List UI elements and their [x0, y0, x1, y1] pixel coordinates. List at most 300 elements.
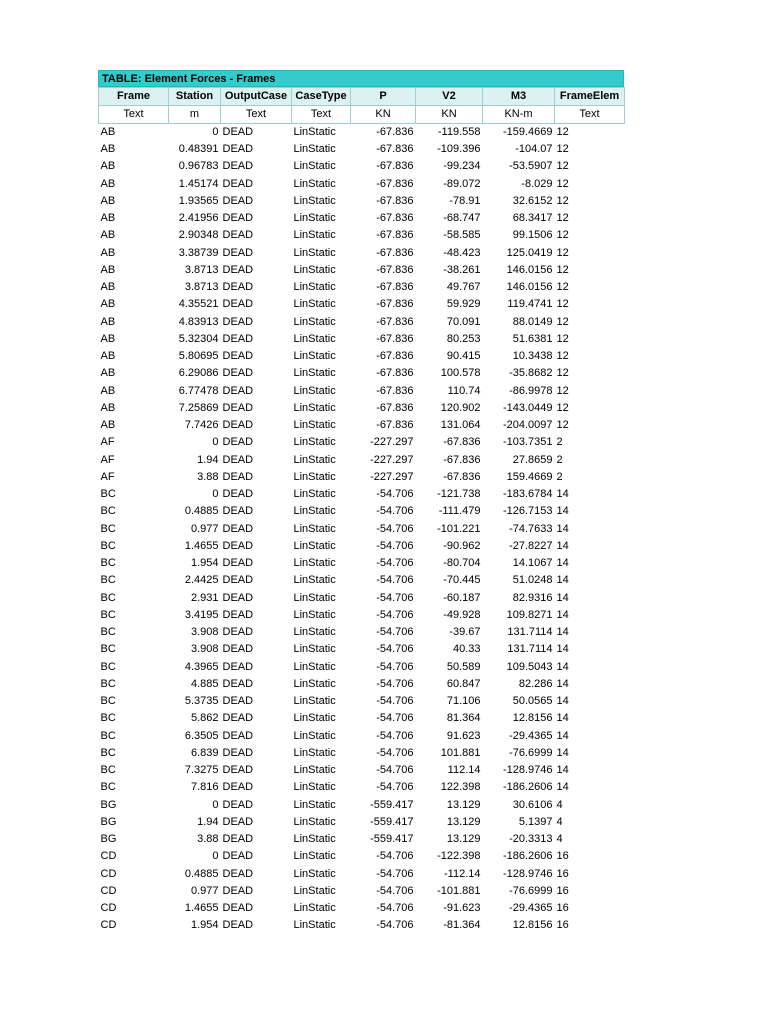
cell-casetype: LinStatic	[293, 626, 336, 639]
table-row	[99, 262, 625, 279]
cell-v2: 131.064	[440, 419, 481, 432]
cell-outputcase: DEAD	[222, 591, 254, 604]
table-row	[99, 659, 625, 676]
cell-casetype: LinStatic	[293, 453, 336, 466]
cell-outputcase: DEAD	[222, 574, 254, 587]
table-row	[99, 538, 625, 555]
cell-frameelem: 14	[556, 557, 569, 570]
cell-outputcase: DEAD	[222, 746, 254, 759]
cell-p: -54.706	[376, 660, 414, 673]
table-row	[99, 365, 625, 382]
cell-station: 7.3275	[184, 764, 219, 777]
cell-casetype: LinStatic	[293, 919, 336, 932]
cell-m3: 82.9316	[512, 591, 553, 604]
cell-p: -559.417	[370, 815, 414, 828]
cell-v2: -101.881	[437, 884, 481, 897]
cell-frame: BC	[100, 781, 116, 794]
unit-p: KN	[351, 106, 416, 124]
cell-v2: 13.129	[446, 833, 481, 846]
cell-v2: 100.578	[440, 367, 481, 380]
cell-casetype: LinStatic	[293, 539, 336, 552]
cell-p: -54.706	[376, 746, 414, 759]
cell-casetype: LinStatic	[293, 712, 336, 725]
cell-frame: BC	[100, 660, 116, 673]
table-row	[99, 314, 625, 331]
cell-v2: -67.836	[443, 470, 481, 483]
cell-frameelem: 16	[556, 884, 569, 897]
cell-station: 6.77478	[178, 384, 219, 397]
cell-m3: 10.3438	[512, 350, 553, 363]
table-title: TABLE: Element Forces - Frames	[98, 70, 624, 87]
cell-outputcase: DEAD	[222, 781, 254, 794]
cell-p: -54.706	[376, 729, 414, 742]
cell-frameelem: 16	[556, 919, 569, 932]
cell-v2: -111.479	[438, 505, 481, 518]
cell-v2: 112.14	[447, 764, 481, 777]
data-grid	[98, 87, 625, 935]
cell-frameelem: 12	[556, 281, 569, 294]
cell-frameelem: 12	[556, 332, 569, 345]
cell-m3: -128.9746	[502, 867, 553, 880]
cell-v2: -38.261	[443, 263, 481, 276]
cell-frame: BC	[100, 729, 116, 742]
cell-p: -54.706	[376, 695, 414, 708]
cell-m3: -35.8682	[509, 367, 553, 380]
cell-casetype: LinStatic	[293, 194, 336, 207]
cell-outputcase: DEAD	[222, 557, 254, 570]
cell-p: -54.706	[376, 522, 414, 535]
cell-v2: 59.929	[446, 298, 481, 311]
cell-station: 0	[212, 126, 219, 138]
cell-outputcase: DEAD	[222, 522, 254, 535]
cell-p: -559.417	[370, 833, 414, 846]
table-row	[99, 469, 625, 486]
cell-frame: CD	[100, 884, 117, 897]
cell-casetype: LinStatic	[293, 781, 336, 794]
cell-station: 0	[212, 850, 219, 863]
cell-casetype: LinStatic	[293, 505, 336, 518]
cell-v2: -81.364	[443, 919, 481, 932]
cell-p: -67.836	[376, 246, 414, 259]
cell-station: 3.88	[197, 470, 219, 483]
cell-station: 0	[212, 798, 219, 811]
cell-v2: -121.738	[437, 488, 481, 501]
table-row	[99, 641, 625, 658]
cell-p: -54.706	[376, 539, 414, 552]
cell-station: 5.3735	[184, 695, 219, 708]
cell-m3: 12.8156	[512, 919, 553, 932]
cell-frame: AB	[100, 419, 116, 432]
cell-outputcase: DEAD	[222, 453, 254, 466]
table-row	[99, 710, 625, 727]
table-row	[99, 434, 625, 451]
cell-frameelem: 14	[556, 677, 569, 690]
table-row	[99, 193, 625, 210]
cell-m3: 131.7114	[507, 643, 553, 656]
cell-v2: 101.881	[440, 746, 481, 759]
units-row	[99, 106, 625, 124]
table-row	[99, 814, 625, 831]
cell-outputcase: DEAD	[222, 143, 254, 156]
cell-p: -67.836	[376, 419, 414, 432]
cell-p: -67.836	[376, 143, 414, 156]
cell-outputcase: DEAD	[222, 401, 254, 414]
cell-outputcase: DEAD	[222, 626, 254, 639]
cell-station: 2.41956	[178, 212, 219, 225]
cell-v2: 13.129	[446, 798, 481, 811]
table-row	[99, 417, 625, 434]
cell-frameelem: 14	[556, 729, 569, 742]
cell-station: 4.35521	[178, 298, 219, 311]
cell-p: -54.706	[376, 850, 414, 863]
cell-m3: -20.3313	[509, 833, 553, 846]
cell-station: 3.8713	[184, 281, 219, 294]
column-header-m3: M3	[483, 88, 555, 106]
cell-frame: CD	[100, 850, 117, 863]
cell-m3: -143.0449	[502, 401, 553, 414]
cell-station: 5.862	[190, 712, 219, 725]
cell-outputcase: DEAD	[222, 815, 254, 828]
cell-m3: 119.4741	[507, 298, 553, 311]
table-row	[99, 400, 625, 417]
cell-frameelem: 12	[556, 367, 569, 380]
cell-frame: BC	[100, 488, 116, 501]
cell-frameelem: 14	[556, 539, 569, 552]
cell-m3: -29.4365	[509, 729, 553, 742]
cell-casetype: LinStatic	[293, 729, 336, 742]
cell-frameelem: 14	[556, 626, 569, 639]
table-row	[99, 572, 625, 589]
cell-m3: 51.6381	[512, 332, 553, 345]
table-row	[99, 779, 625, 796]
cell-frameelem: 12	[556, 177, 569, 190]
cell-m3: -27.8227	[509, 539, 553, 552]
cell-frameelem: 14	[556, 505, 569, 518]
cell-outputcase: DEAD	[222, 712, 254, 725]
cell-frame: AF	[100, 436, 115, 449]
cell-station: 3.908	[190, 643, 219, 656]
cell-frame: BC	[100, 626, 116, 639]
cell-outputcase: DEAD	[222, 867, 254, 880]
cell-frame: AB	[100, 401, 116, 414]
cell-casetype: LinStatic	[293, 401, 336, 414]
cell-frameelem: 14	[556, 488, 569, 501]
cell-outputcase: DEAD	[222, 263, 254, 276]
unit-frameelem: Text	[555, 106, 625, 124]
cell-frameelem: 4	[556, 815, 563, 828]
unit-v2: KN	[416, 106, 483, 124]
cell-casetype: LinStatic	[293, 746, 336, 759]
cell-station: 0	[212, 488, 219, 501]
cell-v2: 50.589	[446, 660, 481, 673]
table-row	[99, 210, 625, 227]
cell-m3: 12.8156	[512, 712, 553, 725]
cell-v2: 70.091	[446, 315, 481, 328]
cell-p: -227.297	[370, 453, 414, 466]
cell-frame: AB	[100, 143, 116, 156]
cell-casetype: LinStatic	[293, 677, 336, 690]
cell-frameelem: 2	[556, 453, 563, 466]
table-row	[99, 452, 625, 469]
cell-frame: BC	[100, 591, 116, 604]
cell-frameelem: 4	[556, 798, 563, 811]
cell-outputcase: DEAD	[222, 833, 254, 846]
cell-casetype: LinStatic	[293, 557, 336, 570]
cell-p: -54.706	[376, 919, 414, 932]
cell-m3: 99.1506	[512, 229, 553, 242]
cell-outputcase: DEAD	[222, 608, 254, 621]
cell-outputcase: DEAD	[222, 850, 254, 863]
column-header-frameelem: FrameElem	[555, 88, 625, 106]
cell-station: 1.93565	[178, 194, 219, 207]
cell-v2: -70.445	[443, 574, 481, 587]
cell-frameelem: 14	[556, 574, 569, 587]
cell-m3: -86.9978	[509, 384, 553, 397]
cell-station: 0.4885	[184, 867, 219, 880]
cell-v2: 81.364	[446, 712, 481, 725]
cell-frameelem: 2	[556, 470, 563, 483]
cell-frame: BG	[100, 798, 117, 811]
cell-outputcase: DEAD	[222, 384, 254, 397]
cell-p: -67.836	[376, 263, 414, 276]
cell-v2: -39.67	[449, 626, 481, 639]
cell-outputcase: DEAD	[222, 194, 254, 207]
table-row	[99, 296, 625, 313]
table-row	[99, 124, 625, 142]
cell-frame: AB	[100, 229, 116, 242]
cell-frame: CD	[100, 867, 117, 880]
cell-m3: 131.7114	[507, 626, 553, 639]
table-row	[99, 848, 625, 865]
cell-p: -67.836	[376, 126, 414, 138]
column-header-frame: Frame	[99, 88, 169, 106]
cell-outputcase: DEAD	[222, 902, 254, 915]
cell-p: -67.836	[376, 401, 414, 414]
cell-v2: 71.106	[446, 695, 481, 708]
table-row	[99, 503, 625, 520]
cell-m3: -183.6784	[502, 488, 553, 501]
cell-m3: 5.1397	[518, 815, 553, 828]
cell-p: -54.706	[376, 505, 414, 518]
cell-v2: 40.33	[452, 643, 481, 656]
cell-m3: 109.5043	[506, 660, 553, 673]
cell-frame: BG	[100, 833, 117, 846]
cell-frame: AF	[100, 453, 115, 466]
cell-v2: -99.234	[443, 160, 481, 173]
cell-station: 2.90348	[178, 229, 219, 242]
cell-p: -227.297	[370, 436, 414, 449]
cell-frame: BC	[100, 677, 116, 690]
cell-station: 7.7426	[184, 419, 219, 432]
cell-frame: BC	[100, 643, 116, 656]
table-row	[99, 555, 625, 572]
cell-v2: -78.91	[449, 194, 481, 207]
cell-p: -54.706	[376, 488, 414, 501]
cell-outputcase: DEAD	[222, 505, 254, 518]
table-row	[99, 176, 625, 193]
cell-frame: AB	[100, 160, 116, 173]
cell-frame: BC	[100, 522, 116, 535]
cell-station: 7.816	[190, 781, 219, 794]
cell-v2: -90.962	[443, 539, 481, 552]
cell-casetype: LinStatic	[293, 833, 336, 846]
cell-v2: 91.623	[446, 729, 481, 742]
cell-frameelem: 12	[556, 246, 569, 259]
cell-frame: AB	[100, 367, 116, 380]
cell-frameelem: 12	[556, 384, 569, 397]
cell-station: 0.48391	[178, 143, 219, 156]
cell-casetype: LinStatic	[293, 419, 336, 432]
cell-frame: CD	[100, 902, 117, 915]
cell-m3: 82.286	[518, 677, 553, 690]
cell-v2: -109.396	[437, 143, 481, 156]
cell-frame: BC	[100, 539, 116, 552]
cell-v2: -101.221	[437, 522, 481, 535]
cell-casetype: LinStatic	[293, 643, 336, 656]
cell-frameelem: 14	[556, 660, 569, 673]
cell-station: 4.3965	[184, 660, 219, 673]
cell-frame: AB	[100, 246, 116, 259]
table-row	[99, 624, 625, 641]
cell-outputcase: DEAD	[222, 488, 254, 501]
unit-casetype: Text	[292, 106, 351, 124]
table-row	[99, 866, 625, 883]
cell-frame: AB	[100, 332, 116, 345]
cell-station: 0.977	[190, 884, 219, 897]
cell-frame: BC	[100, 505, 116, 518]
cell-m3: -76.6999	[509, 884, 553, 897]
cell-station: 1.954	[190, 557, 219, 570]
cell-station: 3.908	[190, 626, 219, 639]
cell-outputcase: DEAD	[222, 315, 254, 328]
cell-casetype: LinStatic	[293, 177, 336, 190]
cell-outputcase: DEAD	[222, 798, 254, 811]
cell-v2: -67.836	[443, 436, 481, 449]
table-body	[99, 124, 625, 935]
cell-casetype: LinStatic	[293, 867, 336, 880]
cell-casetype: LinStatic	[293, 695, 336, 708]
cell-casetype: LinStatic	[293, 263, 336, 276]
cell-frameelem: 12	[556, 419, 569, 432]
cell-frame: AB	[100, 126, 116, 138]
cell-outputcase: DEAD	[222, 660, 254, 673]
cell-station: 0.977	[190, 522, 219, 535]
cell-outputcase: DEAD	[222, 884, 254, 897]
cell-m3: 88.0149	[512, 315, 553, 328]
cell-m3: -186.2606	[502, 781, 553, 794]
cell-outputcase: DEAD	[222, 436, 254, 449]
cell-station: 0.4885	[184, 505, 219, 518]
cell-p: -54.706	[376, 643, 414, 656]
table-row	[99, 227, 625, 244]
cell-outputcase: DEAD	[222, 212, 254, 225]
cell-casetype: LinStatic	[293, 574, 336, 587]
cell-station: 4.83913	[178, 315, 219, 328]
column-header-casetype: CaseType	[292, 88, 351, 106]
cell-station: 6.3505	[184, 729, 219, 742]
cell-outputcase: DEAD	[222, 126, 254, 138]
cell-station: 6.29086	[178, 367, 219, 380]
cell-p: -67.836	[376, 194, 414, 207]
cell-v2: -91.623	[443, 902, 481, 915]
cell-station: 3.8713	[184, 263, 219, 276]
table-row	[99, 348, 625, 365]
cell-v2: 13.129	[446, 815, 481, 828]
cell-outputcase: DEAD	[222, 160, 254, 173]
cell-outputcase: DEAD	[222, 419, 254, 432]
cell-frame: AB	[100, 298, 116, 311]
cell-casetype: LinStatic	[293, 884, 336, 897]
cell-p: -67.836	[376, 229, 414, 242]
cell-frameelem: 16	[556, 850, 569, 863]
cell-frame: BC	[100, 557, 116, 570]
cell-casetype: LinStatic	[293, 332, 336, 345]
cell-frameelem: 12	[556, 143, 569, 156]
cell-v2: 110.74	[447, 384, 481, 397]
cell-frameelem: 16	[556, 867, 569, 880]
cell-frame: BC	[100, 574, 116, 587]
cell-casetype: LinStatic	[293, 764, 336, 777]
cell-station: 1.94	[197, 453, 219, 466]
cell-frameelem: 14	[556, 643, 569, 656]
cell-casetype: LinStatic	[293, 436, 336, 449]
cell-station: 2.931	[190, 591, 219, 604]
cell-frame: BC	[100, 695, 116, 708]
cell-frame: BC	[100, 746, 116, 759]
cell-frameelem: 12	[556, 160, 569, 173]
cell-v2: 90.415	[446, 350, 481, 363]
cell-casetype: LinStatic	[293, 384, 336, 397]
cell-outputcase: DEAD	[222, 332, 254, 345]
cell-v2: -60.187	[443, 591, 481, 604]
table-row	[99, 486, 625, 503]
cell-m3: -29.4365	[509, 902, 553, 915]
cell-casetype: LinStatic	[293, 281, 336, 294]
cell-v2: 120.902	[440, 401, 481, 414]
cell-outputcase: DEAD	[222, 677, 254, 690]
cell-casetype: LinStatic	[293, 350, 336, 363]
cell-m3: 51.0248	[512, 574, 553, 587]
cell-p: -54.706	[376, 712, 414, 725]
cell-station: 5.32304	[178, 332, 219, 345]
table-row	[99, 331, 625, 348]
cell-frameelem: 12	[556, 350, 569, 363]
cell-m3: 50.0565	[512, 695, 553, 708]
cell-v2: -48.423	[443, 246, 481, 259]
cell-p: -54.706	[376, 574, 414, 587]
cell-p: -67.836	[376, 332, 414, 345]
cell-frameelem: 16	[556, 902, 569, 915]
cell-casetype: LinStatic	[293, 367, 336, 380]
cell-outputcase: DEAD	[222, 367, 254, 380]
table-row	[99, 279, 625, 296]
cell-v2: 49.767	[446, 281, 481, 294]
cell-casetype: LinStatic	[293, 591, 336, 604]
cell-frameelem: 12	[556, 212, 569, 225]
cell-outputcase: DEAD	[222, 470, 254, 483]
cell-casetype: LinStatic	[293, 522, 336, 535]
cell-m3: -126.7153	[502, 505, 553, 518]
element-forces-table	[98, 70, 624, 935]
cell-p: -54.706	[376, 677, 414, 690]
cell-frameelem: 12	[556, 126, 569, 138]
cell-p: -54.706	[376, 764, 414, 777]
cell-casetype: LinStatic	[293, 470, 336, 483]
cell-p: -67.836	[376, 212, 414, 225]
cell-casetype: LinStatic	[293, 212, 336, 225]
cell-frameelem: 12	[556, 298, 569, 311]
cell-frameelem: 14	[556, 764, 569, 777]
